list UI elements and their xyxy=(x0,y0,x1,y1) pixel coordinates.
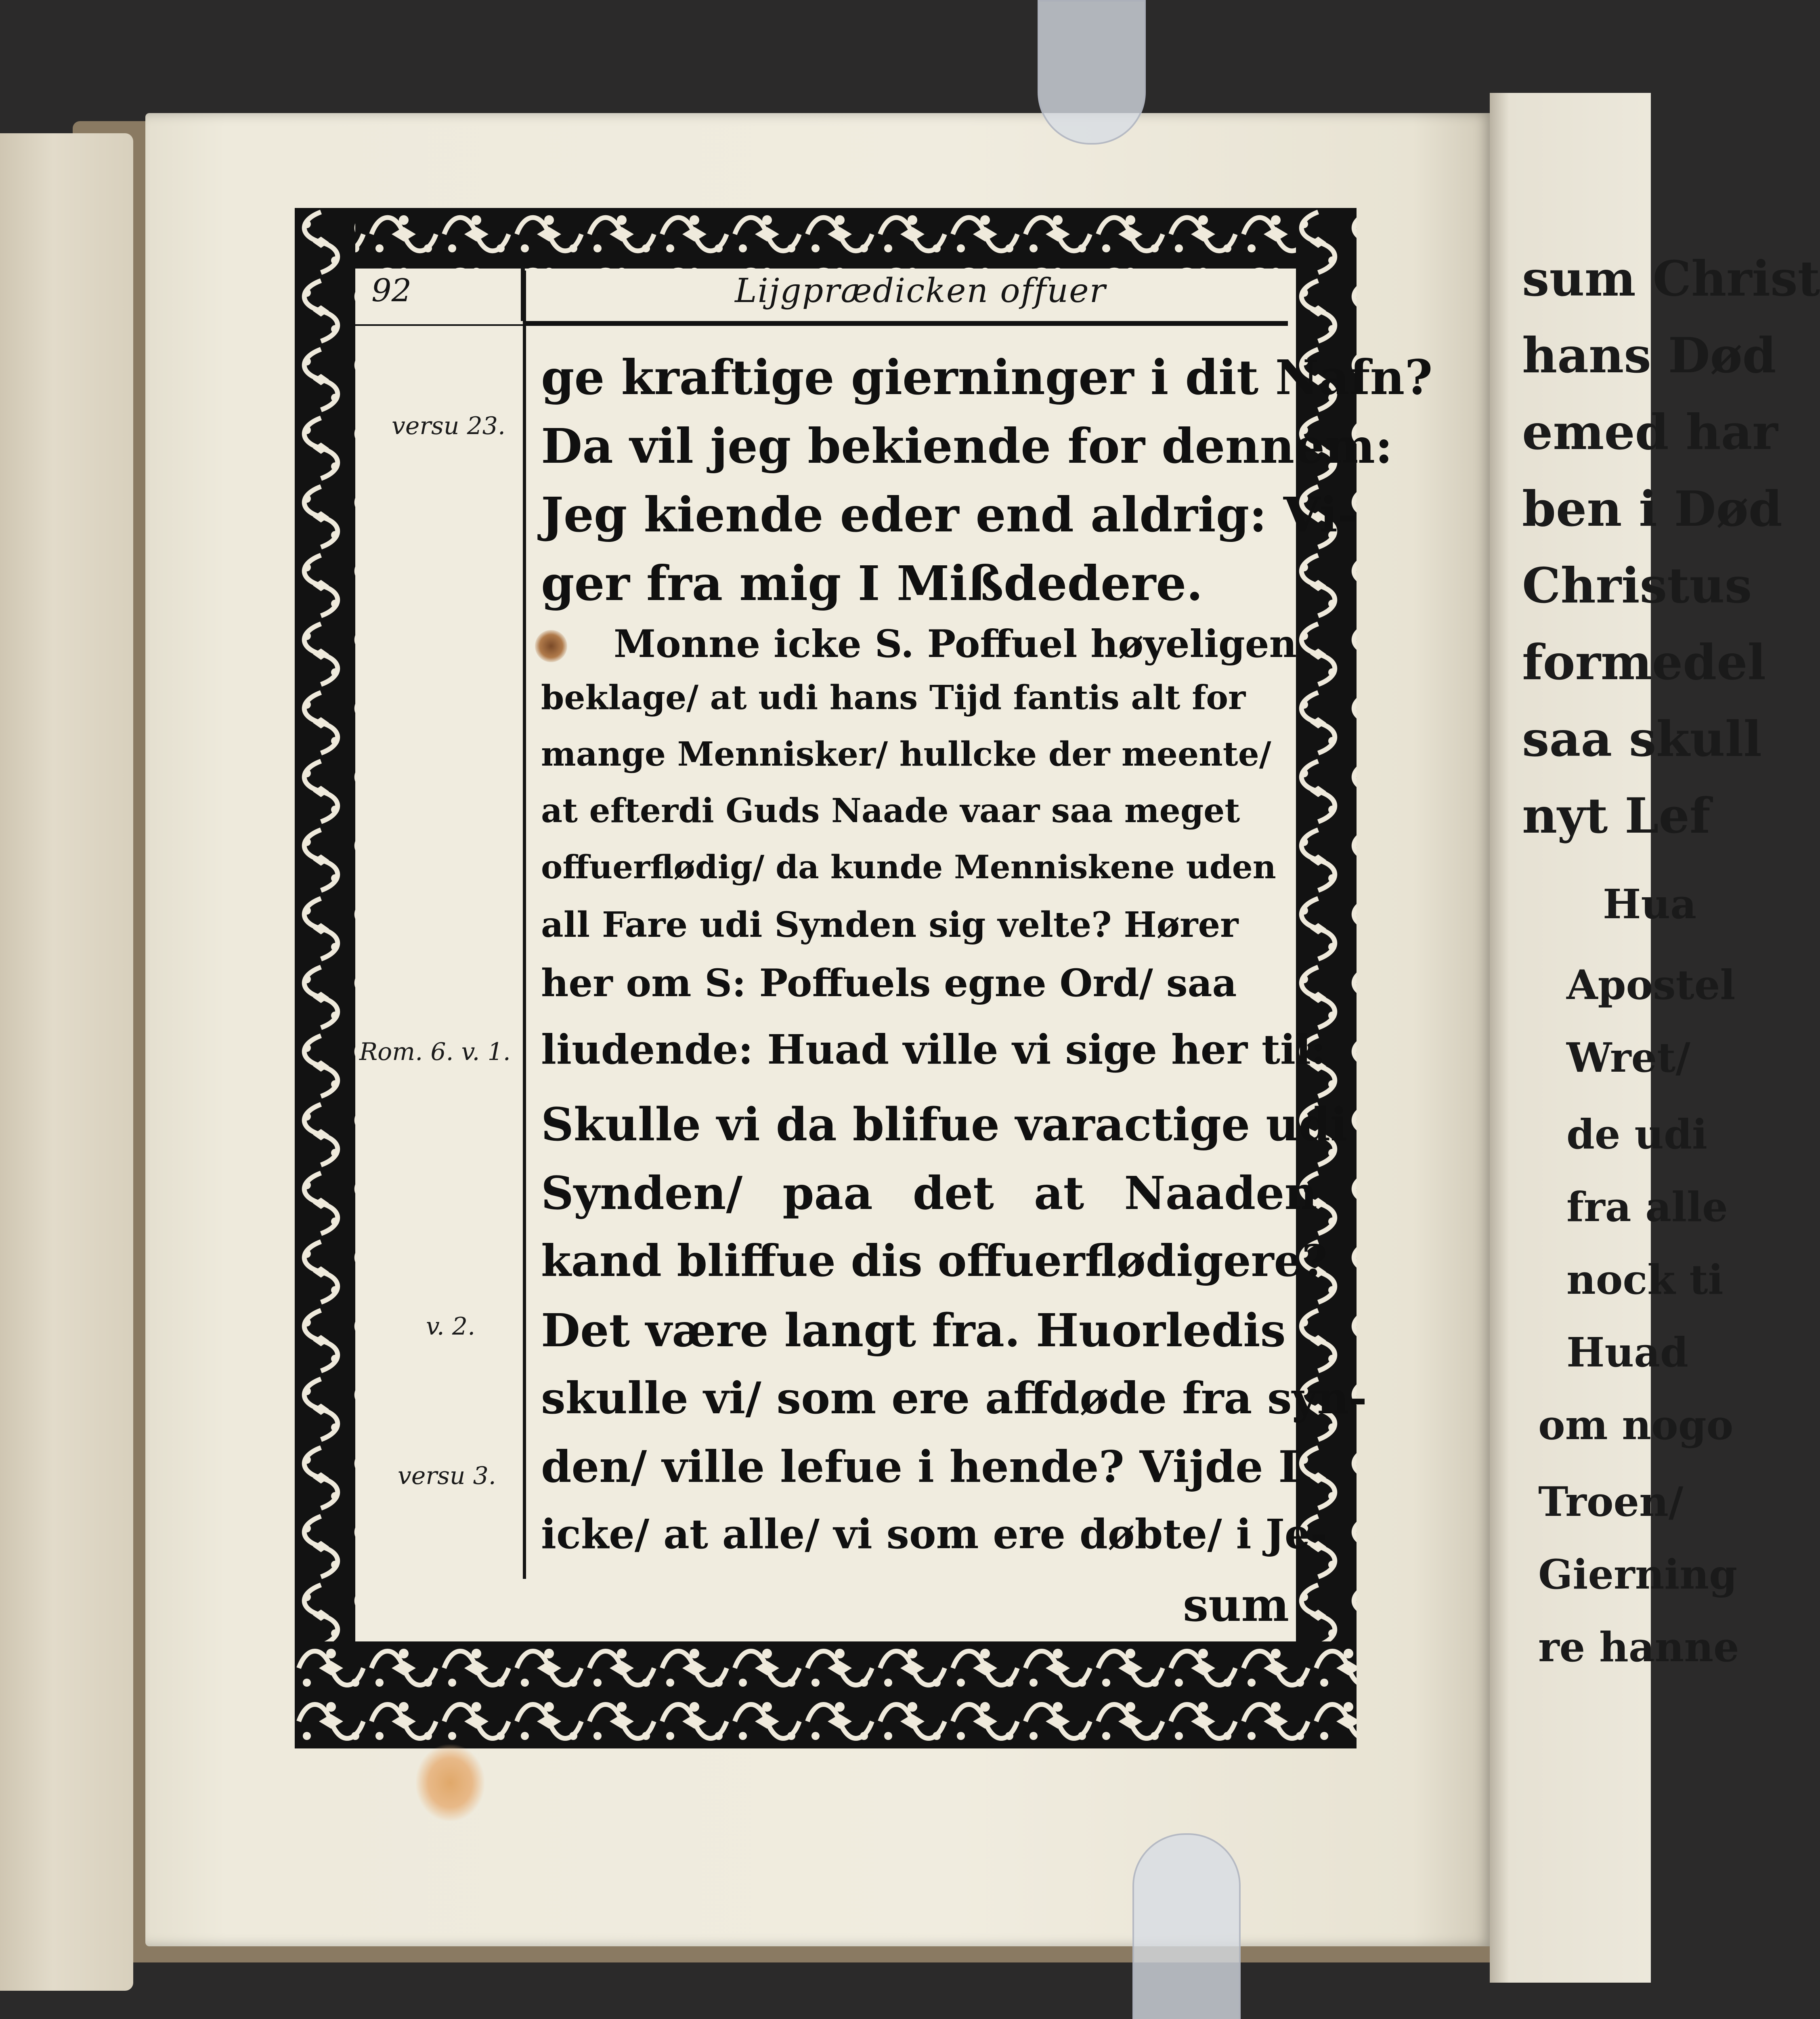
facing-line: fra alle xyxy=(1566,1183,1728,1231)
facing-line: nock ti xyxy=(1566,1256,1724,1303)
facing-line: sum Christ xyxy=(1522,250,1820,307)
text-line: ger fra mig I Mißdedere. xyxy=(541,555,1203,611)
ink-stain xyxy=(535,630,567,662)
facing-line: Huad xyxy=(1566,1329,1688,1376)
facing-line: Wret/ xyxy=(1566,1034,1690,1081)
page-header xyxy=(355,264,1288,326)
margin-note: versu 3. xyxy=(398,1462,496,1490)
facing-line: formedel xyxy=(1522,634,1766,691)
facing-line: Gierning xyxy=(1538,1551,1738,1598)
page-clip-bottom xyxy=(1132,1833,1241,2019)
facing-line: de udi xyxy=(1566,1110,1707,1158)
running-head: Lijgprædicken offuer xyxy=(735,272,1106,310)
page-number: 92 xyxy=(371,273,412,309)
facing-line: om nogo xyxy=(1538,1401,1734,1449)
left-page-edges xyxy=(0,133,133,1991)
text-line: at efterdi Guds Naade vaar saa meget xyxy=(541,791,1240,830)
facing-line: re hanne xyxy=(1538,1623,1739,1671)
text-line: offuerflødig/ da kunde Menniskene uden xyxy=(541,848,1276,886)
text-line: sum xyxy=(1183,1579,1289,1632)
margin-rule xyxy=(523,271,526,1579)
text-line: Synden/ paa det at Naaden xyxy=(541,1167,1317,1220)
text-line: den/ ville lefue i hende? Vijde I xyxy=(541,1442,1299,1492)
text-line: Monne icke S. Poffuel høyeligen xyxy=(614,622,1297,666)
text-line: skulle vi/ som ere affdøde fra syn- xyxy=(541,1373,1367,1424)
text-line: mange Mennisker/ hullcke der meente/ xyxy=(541,735,1271,774)
facing-line: emed har xyxy=(1522,404,1778,461)
text-line: Da vil jeg bekiende for dennem: xyxy=(541,418,1393,474)
text-line: Jeg kiende eder end aldrig: Vi- xyxy=(541,487,1358,543)
facing-line: hans Død xyxy=(1522,327,1776,384)
text-line: Skulle vi da blifue varactige udi xyxy=(541,1098,1348,1151)
text-line: ge kraftige gierninger i dit Nafn? xyxy=(541,349,1433,405)
text-line: beklage/ at udi hans Tijd fantis alt for xyxy=(541,678,1246,717)
facing-line: saa skull xyxy=(1522,711,1762,768)
text-line: icke/ at alle/ vi som ere døbte/ i Je- xyxy=(541,1510,1327,1558)
margin-note: v. 2. xyxy=(426,1312,476,1341)
facing-line: ben i Død xyxy=(1522,481,1782,537)
facing-line: Apostel xyxy=(1566,961,1736,1009)
facing-line: nyt Lef xyxy=(1522,787,1711,844)
text-area xyxy=(355,269,1296,1641)
text-line: kand bliffue dis offuerflødigere? xyxy=(541,1236,1327,1287)
facing-line: Christus xyxy=(1522,557,1752,614)
header-gap xyxy=(355,321,525,324)
margin-note: Rom. 6. v. 1. xyxy=(359,1038,511,1066)
paper-stain xyxy=(416,1744,484,1821)
facing-line: Troen/ xyxy=(1538,1478,1684,1526)
text-line: all Fare udi Synden sig velte? Hører xyxy=(541,905,1239,945)
text-line: liudende: Huad ville vi sige her til: xyxy=(541,1026,1326,1073)
margin-note: versu 23. xyxy=(392,412,506,440)
page-clip-top xyxy=(1038,0,1146,145)
ornamental-border-bottom xyxy=(295,1641,1357,1748)
facing-line: Hua xyxy=(1603,880,1696,928)
text-line: her om S: Poffuels egne Ord/ saa xyxy=(541,961,1237,1005)
text-line: Det være langt fra. Huorledis xyxy=(541,1304,1286,1357)
